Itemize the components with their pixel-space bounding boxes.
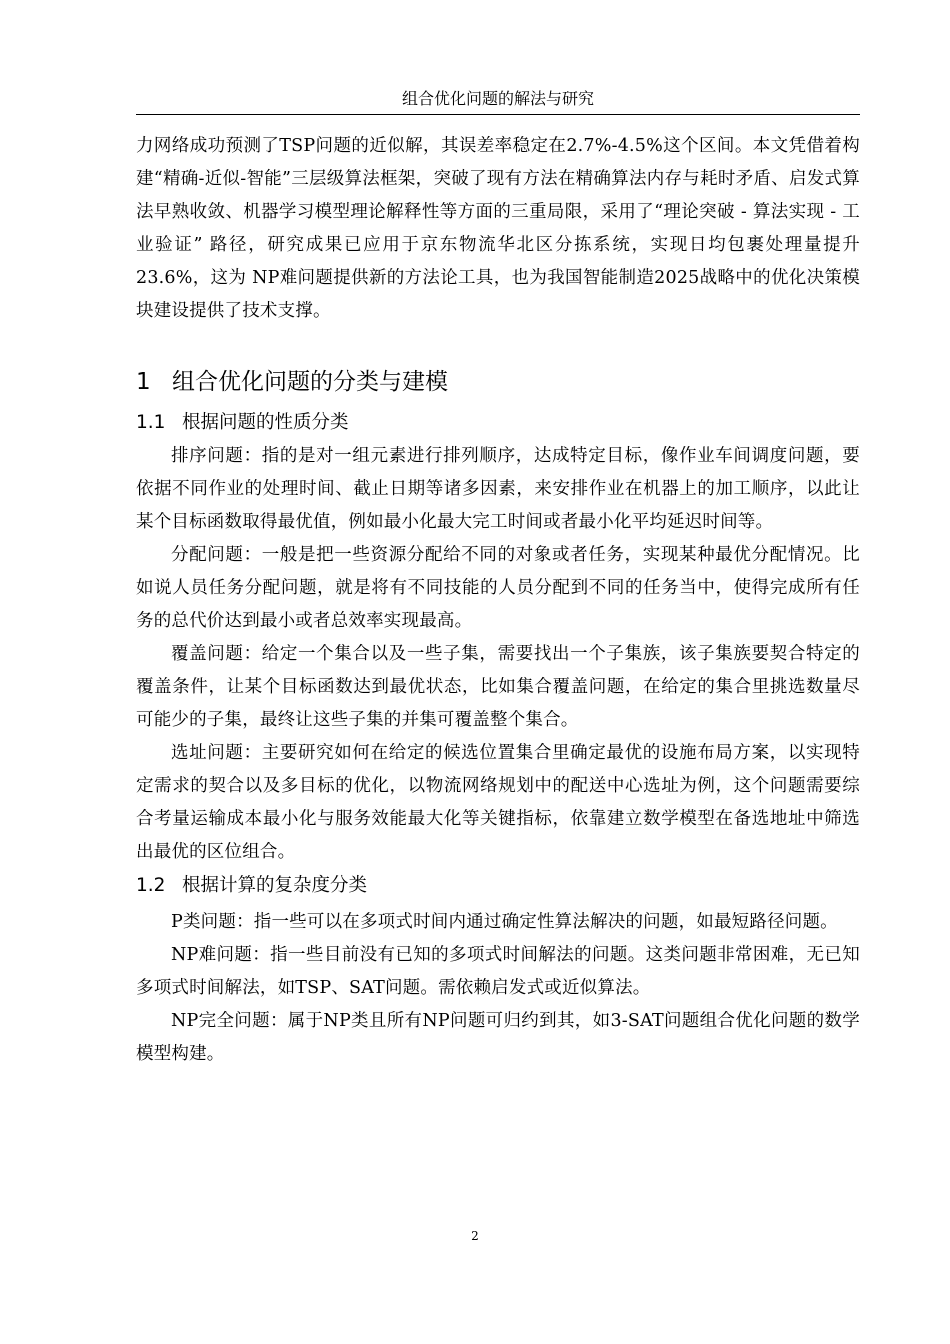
paragraph-np-complete: NP完全问题：属于NP类且所有NP问题可归约到其，如3-SAT问题组合优化问题的数学模型构建。 (136, 1011, 860, 1064)
paragraph-p-class: P类问题：指一些可以在多项式时间内通过确定性算法解决的问题，如最短路径问题。 (171, 912, 838, 932)
section-1-1-number: 1.1 (136, 412, 166, 433)
paragraph-sorting: 排序问题：指的是对一组元素进行排列顺序，达成特定目标，像作业车间调度问题，要依据不同作业的处理时间、截止日期等诸多因素，来安排作业在机器上的加工顺序，以此让某个目标函数取得最优值，例如最小化最大完工时间或者最小化平均延迟时间等。 (136, 446, 860, 532)
running-header (136, 84, 860, 115)
section-spacer (136, 328, 860, 362)
section-1-2-number: 1.2 (136, 875, 166, 896)
page-body (136, 130, 860, 1071)
page-number: 2 (471, 1229, 479, 1243)
page-footer (0, 1228, 950, 1244)
section-1-number: 1 (136, 369, 151, 395)
section-1-1-heading (136, 406, 860, 440)
header-title: 组合优化问题的解法与研究 (401, 89, 594, 108)
paragraph-covering: 覆盖问题：给定一个集合以及一些子集，需要找出一个子集族，该子集族要契合特定的覆盖条件，让某个目标函数达到最优状态，比如集合覆盖问题，在给定的集合里挑选数量尽可能少的子集，最终让这些子集的并集可覆盖整个集合。 (136, 644, 860, 730)
section-1-heading (136, 362, 860, 402)
section-1-2-heading (136, 869, 860, 903)
paragraph-location: 选址问题：主要研究如何在给定的候选位置集合里确定最优的设施布局方案，以实现特定需求的契合以及多目标的优化，以物流网络规划中的配送中心选址为例，这个问题需要综合考量运输成本最小化与服务效能最大化等关键指标，依靠建立数学模型在备选地址中筛选出最优的区位组合。 (136, 743, 860, 862)
paragraph-np-hard: NP难问题：指一些目前没有已知的多项式时间解法的问题。这类问题非常困难，无已知多项式时间解法，如TSP、SAT问题。需依赖启发式或近似算法。 (136, 945, 860, 998)
paragraph-assignment: 分配问题：一般是把一些资源分配给不同的对象或者任务，实现某种最优分配情况。比如说人员任务分配问题，就是将有不同技能的人员分配到不同的任务当中，使得完成所有任务的总代价达到最小或者总效率实现最高。 (136, 545, 860, 631)
section-1-2-title: 根据计算的复杂度分类 (182, 875, 368, 896)
intro-paragraph: 力网络成功预测了TSP问题的近似解，其误差率稳定在2.7%-4.5%这个区间。本文凭借着构建“精确-近似-智能”三层级算法框架，突破了现有方法在精确算法内存与耗时矛盾、启发式算法早熟收敛、机器学习模型理论解释性等方面的三重局限，采用了“理论突破 - 算法实现 - 工业验证” 路径，研究成果已应用于京东物流华北区分拣系统，实现日均包裹处理量提升 23.6%，这为 NP难问题提供新的方法论工具，也为我国智能制造2025战略中的优化决策模块建设提供了技术支撑。 (136, 136, 860, 321)
section-1-title: 组合优化问题的分类与建模 (172, 369, 448, 395)
section-1-1-title: 根据问题的性质分类 (182, 412, 349, 433)
